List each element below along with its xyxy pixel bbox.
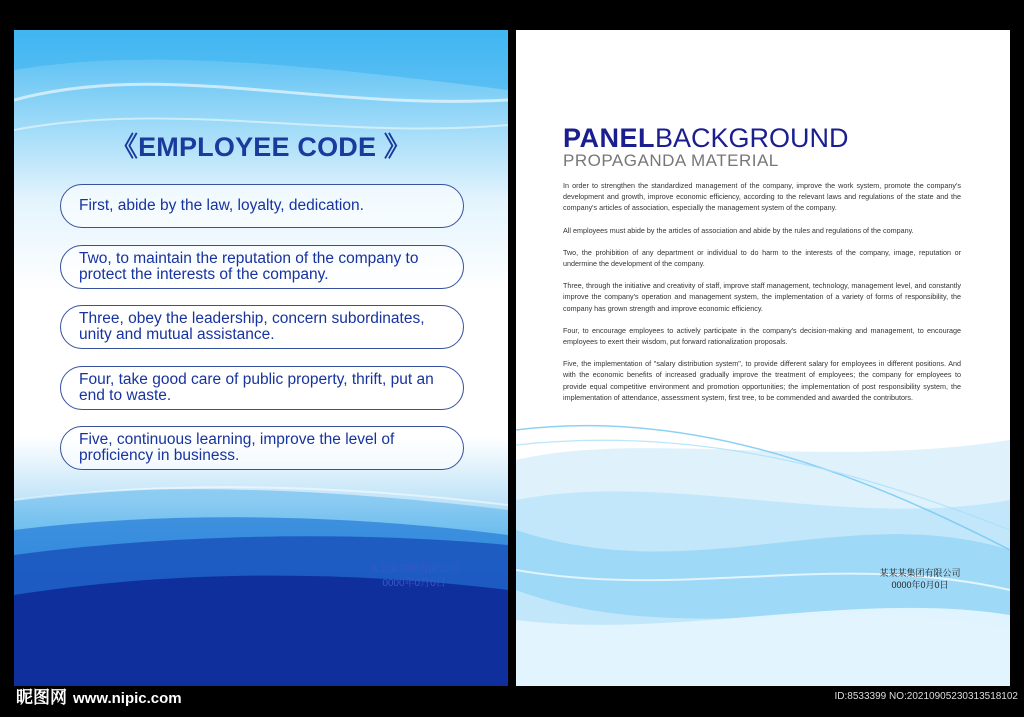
panel-subheading: PROPAGANDA MATERIAL [563, 151, 779, 170]
body-text [563, 180, 961, 414]
employee-code-panel [14, 30, 508, 686]
company-date: 0000年0月0日 [382, 578, 446, 589]
code-item [60, 245, 464, 289]
code-item [60, 366, 464, 410]
panel-heading-rest: BACKGROUND [655, 123, 849, 153]
body-paragraph: In order to strengthen the standardized management of the company, improve the work system, promote the company's development and growth, improve economic efficiency, according to the relevant laws and regulations of the state and the company's articles of association, especially the management system of the company. [563, 181, 961, 213]
panel-heading-bold: PANEL [563, 123, 656, 153]
code-item-text: Two, to maintain the reputation of the company to protect the interests of the company. [79, 249, 419, 283]
code-item-text: First, abide by the law, loyalty, dedication. [79, 197, 364, 214]
panel-heading [563, 123, 849, 153]
code-item [60, 426, 464, 470]
code-item-text: Four, take good care of public property, thrift, put an end to waste. [79, 370, 434, 404]
watermark-logo: 昵图网 [16, 688, 67, 707]
company-signature [344, 563, 484, 591]
panel-background-page [516, 30, 1010, 686]
body-paragraph: Five, the implementation of "salary distribution system", to provide different salary for employees in different positions. And with the economic benefits of increased gradually improve the treatment of employees; the company for employees to provide equal competitive environment and promotion opportunities; the implementation of post responsibility system, the implementation of attendance, assessment system, first tree, to be commended and awarded the contributors. [563, 359, 961, 402]
image-id: ID:8533399 NO:20210905230313518102 [834, 691, 1018, 702]
body-paragraph: Three, through the initiative and creativity of staff, improve staff management, technology, management level, and constantly improve the company's operation and management system, the implementation of a variety of forms of responsibility, the company has grown strength and improve economic efficiency. [563, 281, 961, 313]
code-title: 《EMPLOYEE CODE 》 [110, 132, 412, 162]
body-paragraph: Four, to encourage employees to actively participate in the company's decision-making and management, to encourage employees to exert their wisdom, put forward rationalization proposals. [563, 325, 961, 347]
company-name: 某某某集团有限公司 [879, 568, 961, 578]
company-date: 0000年0月0日 [891, 580, 949, 590]
company-name: 某某某集团有限公司 [369, 564, 459, 575]
code-item [60, 184, 464, 228]
code-list [60, 184, 464, 487]
code-item [60, 305, 464, 349]
code-item-text: Five, continuous learning, improve the level of proficiency in business. [79, 431, 395, 464]
body-paragraph: Two, the prohibition of any department or individual to do harm to the interests of the company, image, reputation or undermine the development of the company. [563, 247, 961, 269]
company-signature [870, 567, 970, 591]
watermark [16, 688, 182, 709]
body-paragraph: All employees must abide by the articles of association and abide by the rules and regulations of the company. [563, 225, 914, 235]
watermark-site: www.nipic.com [73, 690, 182, 707]
code-item-text: Three, obey the leadership, concern subordinates, unity and mutual assistance. [79, 310, 425, 343]
